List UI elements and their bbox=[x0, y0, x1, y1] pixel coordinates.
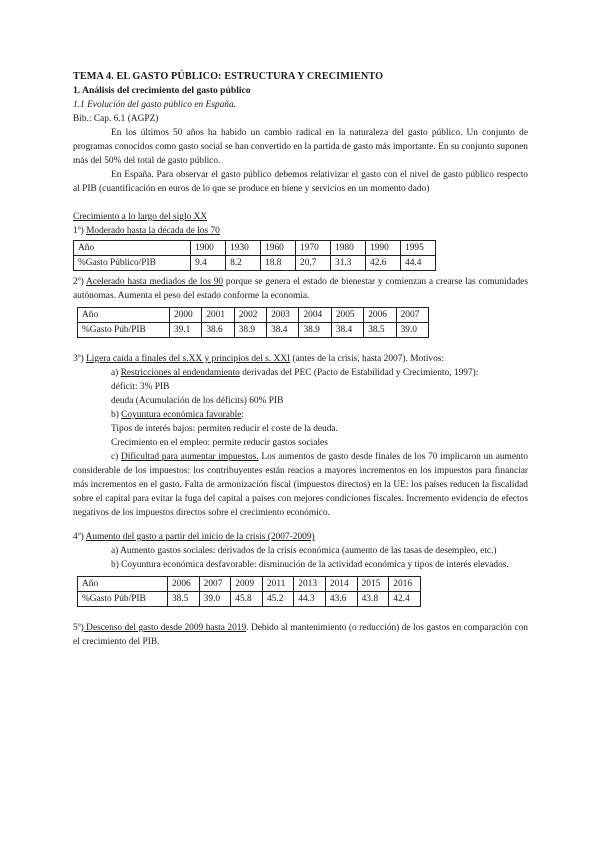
subsection-heading: 1.1 Evolución del gasto público en España. bbox=[73, 100, 236, 110]
item-3b: b) Coyuntura económica favorable: bbox=[111, 410, 245, 420]
paragraph-social-spending: En los últimos 50 años ha habido un cambio radical en la naturaleza del gasto público. Un conjunto de programas conocidos como gasto social se han convertido en la partida de gasto más importante. En su conjunto suponen más del 50% del total de gasto público. bbox=[73, 128, 528, 166]
table-row: %Gasto Púb/PIB 38.5 39.0 45.8 45.2 44.3 43.6 43.8 42.4 bbox=[78, 592, 421, 607]
deficit-line: déficit: 3% PIB bbox=[111, 382, 170, 392]
table-2000-2007 bbox=[77, 307, 429, 338]
item-4-title: Aumento del gasto a partir del inicio de la crisis (2007-2009) bbox=[85, 532, 315, 542]
item-3-title: Ligera caída a finales del s.XX y principios del s. XXI bbox=[86, 354, 291, 364]
item-3c: c) Dificultad para aumentar impuestos. Los aumentos de gasto desde finales de los 70 implicaron un aumento considerable de los impuestos: los contribuyentes están reacios a mayores incrementos en los impuestos para financiar más incrementos en el gasto. Falta de armonización fiscal (impuestos directos) en la UE: los países reducen la fiscalidad sobre el capital para evitar la fuga del capital a países con mejores condiciones fiscales. Incremento evidencia de efectos negativos de los impuestos directos sobre el crecimiento económico. bbox=[73, 452, 528, 518]
item-4a: a) Aumento gastos sociales: derivados de la crisis económica (aumento de las tasas de desempleo, etc.) bbox=[111, 546, 497, 556]
interest-rates-line: Tipos de interés bajos: permiten reducir el coste de la deuda. bbox=[111, 424, 338, 434]
item-4b: b) Coyuntura económica desfavorable: disminución de la actividad económica y tipos de interés elevados. bbox=[111, 560, 509, 570]
table-1900-1995 bbox=[73, 240, 436, 271]
item-1-title: Moderado hasta la década de los 70 bbox=[86, 226, 220, 236]
item-5-title: Descenso del gasto desde 2009 hasta 2019 bbox=[83, 623, 247, 633]
debt-line: deuda (Acumulación de los déficits) 60% PIB bbox=[111, 396, 284, 406]
section-heading: 1. Análisis del crecimiento del gasto público bbox=[73, 85, 251, 96]
item-3c-title: Dificultad para aumentar impuestos. bbox=[121, 452, 259, 462]
item-1: 1º) Moderado hasta la década de los 70 bbox=[73, 226, 220, 236]
table-row: Año 2006 2007 2009 2011 2013 2014 2015 2016 bbox=[78, 577, 421, 592]
document-title: TEMA 4. EL GASTO PÚBLICO: ESTRUCTURA Y CRECIMIENTO bbox=[73, 71, 384, 82]
paragraph-spain: En España. Para observar el gasto público debemos relativizar el gasto con el nivel de gasto público respecto al PIB (cuantificación en euros de lo que se produce en biene y servicios en un momento dado) bbox=[73, 170, 528, 194]
table-row: %Gasto Público/PIB 9.4 8.2 18.8 20.7 31.3 42.6 44.4 bbox=[74, 256, 436, 271]
growth-heading: Crecimiento a lo largo del siglo XX bbox=[73, 212, 208, 222]
table-row: %Gasto Púb/PIB 39.1 38.6 38.9 38.4 38.9 38.4 38.5 39.0 bbox=[78, 323, 429, 338]
employment-line: Crecimiento en el empleo: permite reducir gastos sociales bbox=[111, 438, 328, 448]
item-2-title: Acelerado hasta mediados de los 90 bbox=[86, 277, 224, 287]
item-3a: a) Restricciones al endeudamiento derivadas del PEC (Pacto de Estabilidad y Crecimiento, 1997): bbox=[111, 368, 479, 378]
item-3b-title: Coyuntura económica favorable bbox=[121, 410, 242, 420]
item-3: 3º) Ligera caída a finales del s.XX y principios del s. XXI (antes de la crisis, hasta 2007). Motivos: bbox=[73, 354, 445, 364]
item-2: 2º) Acelerado hasta mediados de los 90 porque se genera el estado de bienestar y comienzan a crearse las comunidades autónomas. Aumenta el peso del estado conforme la economía. bbox=[73, 277, 528, 301]
document-page bbox=[73, 70, 528, 649]
bibliography-line: Bib.: Cap. 6.1 (AGPZ) bbox=[73, 114, 159, 124]
item-3a-title: Restricciones al endeudamiento bbox=[120, 368, 240, 378]
item-5: 5º) Descenso del gasto desde 2009 hasta 2019. Debido al mantenimiento (o reducción) de los gastos en comparación con el crecimiento del PIB. bbox=[73, 623, 528, 647]
item-4: 4º) Aumento del gasto a partir del inicio de la crisis (2007-2009) bbox=[73, 532, 315, 542]
table-row: Año 2000 2001 2002 2003 2004 2005 2006 2007 bbox=[78, 308, 429, 323]
table-2006-2016 bbox=[77, 576, 421, 607]
table-row: Año 1900 1930 1960 1970 1980 1990 1995 bbox=[74, 241, 436, 256]
